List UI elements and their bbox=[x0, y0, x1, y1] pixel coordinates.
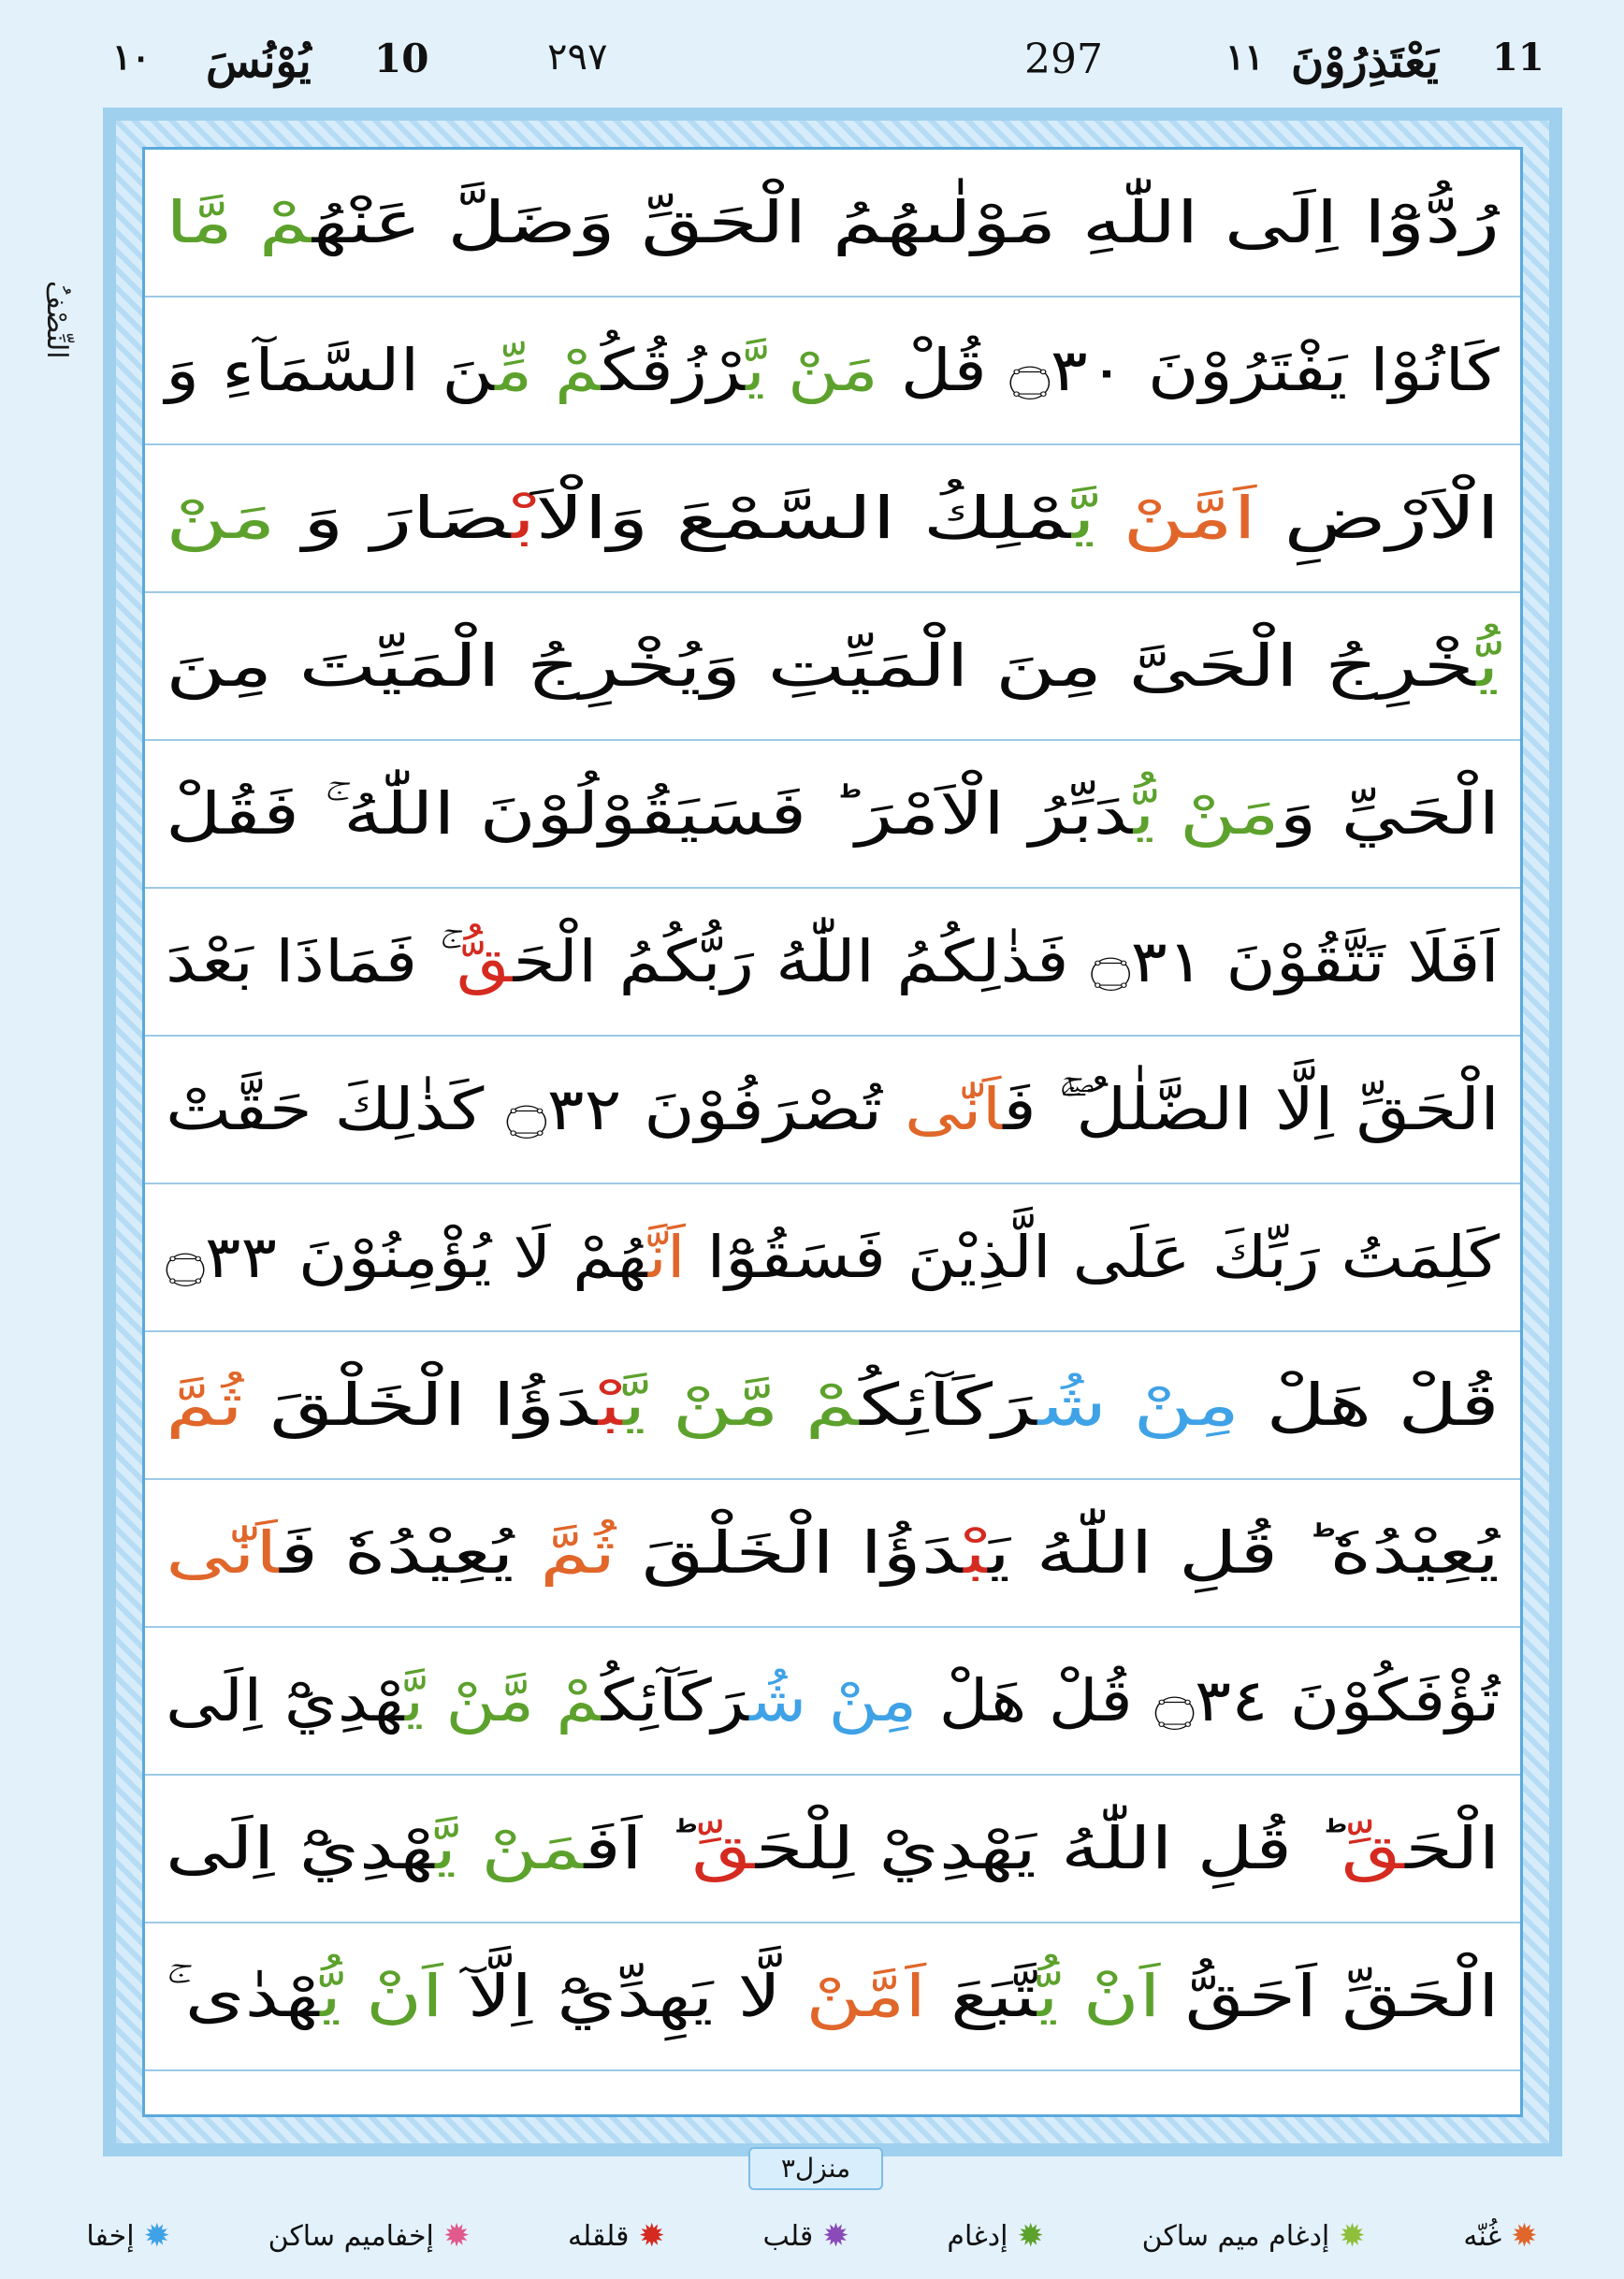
verse-segment: مْلِكُ السَّمْعَ وَالْاَ bbox=[535, 484, 1072, 552]
verse-segment: اَفَلَا تَتَّقُوْنَ ۝٣١ فَذٰلِكُمُ اللّٰهُ رَبُّكُمُ الْحَ bbox=[513, 927, 1500, 995]
verse-segment: خْرِجُ الْحَیَّ مِنَ الْمَيِّتِ وَيُخْرِجُ الْمَيِّتَ مِنَ bbox=[166, 631, 1477, 700]
verse-line bbox=[145, 741, 1520, 889]
verse-segment: مْ مَّنْ يَّ bbox=[404, 1666, 602, 1735]
verse-segment: هْدِيْٓ اِلَى bbox=[165, 1814, 435, 1882]
page-number: 297 bbox=[1024, 36, 1103, 83]
star-icon: ✹ bbox=[822, 2217, 849, 2255]
verse-segment: الْحَقِّ اَحَقُّ bbox=[1160, 1962, 1500, 2030]
verse-line bbox=[145, 150, 1520, 298]
verse-line bbox=[145, 445, 1520, 593]
verse-segment: قِّ bbox=[1341, 1814, 1405, 1882]
legend-label: إخفاميم ساكن bbox=[268, 2219, 434, 2253]
verse-segment: اَنّٰى bbox=[165, 1518, 281, 1587]
surah-number-arabic: ١٠ bbox=[112, 36, 151, 78]
legend-label: إخفا bbox=[86, 2219, 135, 2253]
verse-segment: كَانُوْا يَفْتَرُوْنَ ۝٣٠ قُلْ bbox=[878, 336, 1500, 404]
tajweed-legend bbox=[0, 2203, 1624, 2269]
verse-line bbox=[145, 1184, 1520, 1332]
verse-segment bbox=[1095, 484, 1123, 552]
verse-segment: مَنْ يُّ bbox=[1133, 779, 1280, 848]
verse-segment: صَارَ وَ bbox=[275, 484, 512, 552]
quran-text-area bbox=[142, 147, 1523, 2117]
verse-segment: مِنْ شُ bbox=[748, 1666, 917, 1735]
legend-item bbox=[947, 2217, 1044, 2255]
page-frame bbox=[103, 108, 1562, 2156]
verse-segment: رُدُّوْٓا اِلَى اللّٰهِ مَوْلٰىهُمُ الْحَقِّ وَضَلَّ عَنْهُ bbox=[312, 188, 1500, 256]
verse-text bbox=[165, 1666, 1500, 1735]
verse-segment: دَبِّرُ الْاَمْرَ ؕ فَسَيَقُوْلُوْنَ اللّٰهُ ۚ فَقُلْ bbox=[165, 779, 1134, 848]
verse-text bbox=[165, 779, 1500, 848]
legend-item bbox=[1463, 2217, 1538, 2255]
verse-segment: الْحَيِّ وَ bbox=[1279, 779, 1500, 848]
verse-segment: تُصْرَفُوْنَ ۝٣٢ كَذٰلِكَ حَقَّتْ bbox=[166, 1075, 905, 1143]
star-icon: ✹ bbox=[638, 2217, 665, 2255]
verse-segment: اَنّٰى bbox=[904, 1075, 1004, 1143]
legend-item bbox=[86, 2217, 171, 2255]
verse-segment: ثُمَّ bbox=[166, 1371, 244, 1439]
verse-line bbox=[145, 298, 1520, 445]
legend-label: قلب bbox=[762, 2219, 814, 2253]
verse-line bbox=[145, 1776, 1520, 1923]
verse-segment: تُؤْفَكُوْنَ ۝٣٤ قُلْ هَلْ bbox=[916, 1666, 1500, 1735]
verse-text bbox=[166, 927, 1500, 995]
verse-segment: مَنْ يَّ bbox=[434, 1814, 585, 1882]
verse-segment: اَنْ يُّ bbox=[1037, 1962, 1161, 2030]
verse-segment: اَنْ يُّ bbox=[320, 1962, 444, 2030]
verse-segment: مْ مَّا bbox=[165, 188, 312, 256]
legend-label: غُنّه bbox=[1463, 2219, 1502, 2253]
verse-line bbox=[145, 1923, 1520, 2071]
juz-number: 11 bbox=[1492, 36, 1544, 80]
verse-segment: لَّا يَهِدِّيْٓ اِلَّآ bbox=[443, 1962, 806, 2030]
verse-segment: يُعِيْدُهٗ فَ bbox=[280, 1518, 540, 1587]
verse-segment: تَّبَعَ bbox=[926, 1962, 1038, 2030]
verse-line bbox=[145, 593, 1520, 741]
verse-segment: نَ السَّمَآءِ وَ bbox=[166, 336, 496, 404]
legend-item bbox=[762, 2217, 849, 2255]
verse-segment: يُعِيْدُهٗ ؕ قُلِ اللّٰهُ يَ bbox=[988, 1518, 1500, 1587]
verse-text bbox=[165, 484, 1500, 552]
verse-text bbox=[166, 1075, 1500, 1143]
star-icon: ✹ bbox=[1017, 2217, 1044, 2255]
verse-segment: بْ bbox=[598, 1371, 624, 1439]
star-icon: ✹ bbox=[442, 2217, 471, 2255]
star-icon: ✹ bbox=[1511, 2217, 1538, 2255]
verse-text bbox=[166, 336, 1500, 404]
verse-segment: ۚ فَمَاذَا بَعْدَ bbox=[166, 927, 457, 995]
verse-segment: رَكَآئِكُ bbox=[860, 1371, 1038, 1439]
verse-text bbox=[166, 1371, 1500, 1439]
verse-text bbox=[165, 188, 1500, 256]
legend-label: إدغام ميم ساكن bbox=[1141, 2219, 1330, 2253]
verse-segment: مَنْ يَّ bbox=[746, 336, 879, 404]
verse-segment: الْحَقِّ اِلَّا الضَّلٰلُ ۚۖ فَ bbox=[1003, 1075, 1500, 1143]
legend-item bbox=[268, 2217, 471, 2255]
legend-item bbox=[1141, 2217, 1366, 2255]
verse-segment: كَلِمَتُ رَبِّكَ عَلَى الَّذِيْنَ فَسَقُوْٓا bbox=[685, 1223, 1500, 1291]
verse-segment: قِّ bbox=[690, 1814, 756, 1882]
verse-segment: بْ bbox=[511, 484, 536, 552]
verse-segment: مْ مِّ bbox=[495, 336, 602, 404]
verse-segment: اَنَّ bbox=[647, 1223, 686, 1291]
verse-segment: ؕ اَفَ bbox=[584, 1814, 691, 1882]
verse-segment: دَؤُا الْخَلْقَ bbox=[243, 1371, 599, 1439]
verse-segment: الْحَ bbox=[1404, 1814, 1500, 1882]
verse-text bbox=[165, 1814, 1500, 1882]
verse-segment: يَّ bbox=[1071, 484, 1095, 552]
verse-segment: مْ مَّنْ يَّ bbox=[623, 1371, 861, 1439]
verse-line bbox=[145, 889, 1520, 1037]
verse-segment: مِنْ شُ bbox=[1037, 1371, 1240, 1439]
surah-number: 10 bbox=[374, 36, 429, 81]
verse-segment: ثُمَّ bbox=[539, 1518, 616, 1587]
verse-line bbox=[145, 1037, 1520, 1184]
verse-segment: هُمْ لَا يُؤْمِنُوْنَ ۝٣٣ bbox=[165, 1223, 648, 1291]
juz-title: يَعْتَذِرُوْنَ bbox=[1291, 36, 1439, 88]
legend-label: قلقله bbox=[567, 2219, 630, 2253]
verse-line bbox=[145, 1480, 1520, 1628]
verse-segment: يُّ bbox=[1476, 631, 1500, 700]
legend-label: إدغام bbox=[947, 2219, 1008, 2253]
manzil-marker: منزل٣ bbox=[748, 2147, 883, 2190]
verse-line bbox=[145, 1332, 1520, 1480]
verse-text bbox=[165, 1518, 1500, 1587]
verse-text bbox=[166, 1962, 1500, 2030]
verse-segment: قُلْ هَلْ bbox=[1240, 1371, 1500, 1439]
verse-segment: الْاَرْضِ bbox=[1256, 484, 1500, 552]
verse-segment: بْ bbox=[964, 1518, 989, 1587]
margin-note: النِّصْفُ bbox=[40, 281, 73, 359]
verse-segment: هْدِيْٓ اِلَى bbox=[165, 1666, 405, 1735]
legend-item bbox=[567, 2217, 665, 2255]
verse-line bbox=[145, 1628, 1520, 1776]
verse-text bbox=[165, 1223, 1500, 1291]
star-icon: ✹ bbox=[143, 2217, 171, 2255]
verse-segment: مَنْ bbox=[165, 484, 276, 552]
surah-name: يُوْنُسَ bbox=[206, 36, 312, 88]
page-header bbox=[0, 0, 1624, 103]
juz-number-arabic: ١١ bbox=[1225, 36, 1264, 78]
verse-segment: اَمَّنْ bbox=[1122, 484, 1257, 552]
verse-segment: هْدٰى ۚ bbox=[166, 1962, 321, 2030]
verse-segment: قُّ bbox=[456, 927, 514, 995]
verse-text bbox=[166, 631, 1500, 700]
verse-segment: ؕ قُلِ اللّٰهُ يَهْدِيْ لِلْحَ bbox=[755, 1814, 1341, 1882]
verse-segment: اَمَّنْ bbox=[805, 1962, 927, 2030]
verse-segment: رَكَآئِكُ bbox=[601, 1666, 749, 1735]
page-number-arabic: ٢٩٧ bbox=[547, 36, 608, 79]
star-icon: ✹ bbox=[1339, 2217, 1366, 2255]
verse-segment: رْزُقُكُ bbox=[602, 336, 747, 404]
verse-segment: دَؤُا الْخَلْقَ bbox=[616, 1518, 964, 1587]
